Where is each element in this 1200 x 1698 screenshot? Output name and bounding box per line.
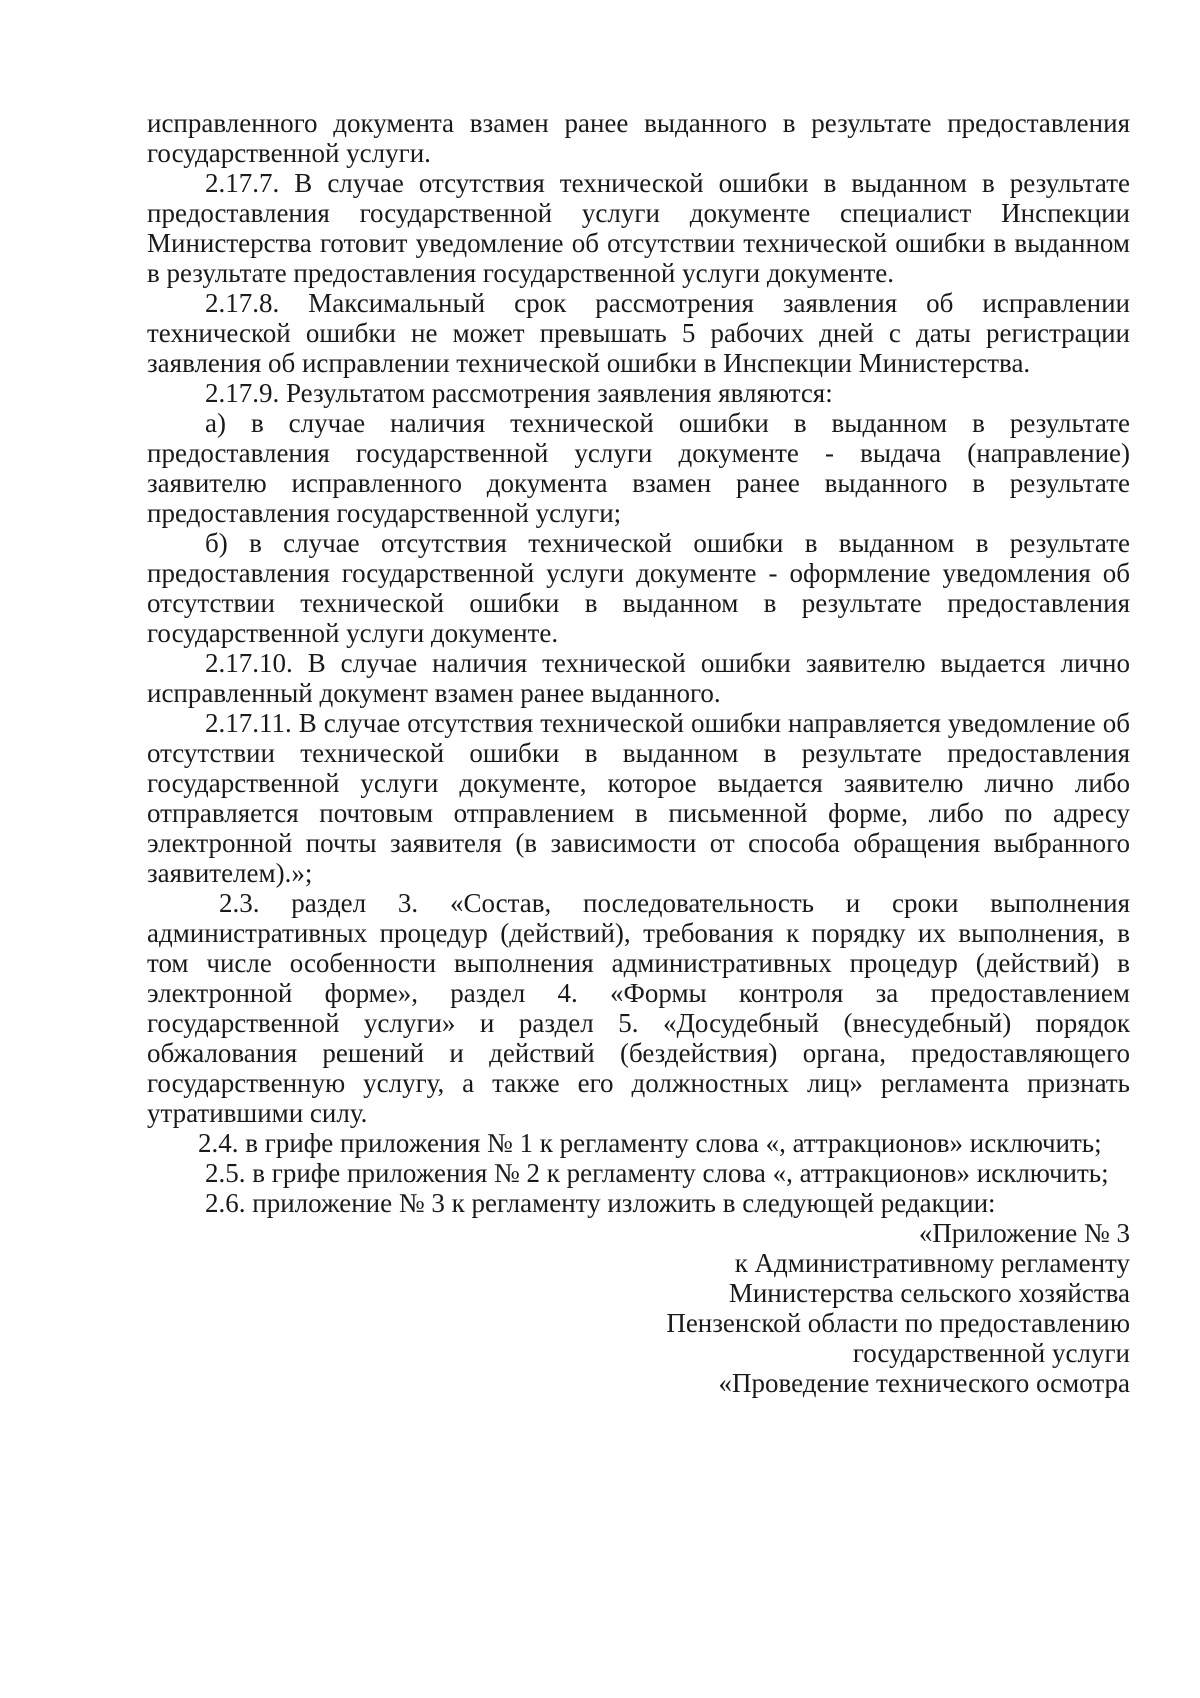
- appendix-header-line: Министерства сельского хозяйства: [728, 1278, 1130, 1308]
- paragraph-2-3: 2.3. раздел 3. «Состав, последовательность и сроки выполнения административных процедур (действий), требования к порядку их выполнения, в том числе особенности выполнения административных процедур (действий) в электронной форме», раздел 4. «Формы контроля за предоставлением государственной услуги» и раздел 5. «Досудебный (внесудебный) порядок обжалования решений и действий (бездействия) органа, предоставляющего государственную услугу, а также его должностных лиц» регламента признать утратившими силу.: [147, 888, 1130, 1128]
- paragraph-2-17-11: 2.17.11. В случае отсутствия технической ошибки направляется уведомление об отсутствии технической ошибки в выданном в результате предоставления государственной услуги документе, которое выдается заявителю лично либо отправляется почтовым отправлением в письменной форме, либо по адресу электронной почты заявителя (в зависимости от способа обращения выбранного заявителем).»;: [147, 708, 1130, 888]
- paragraph-2-17-9-a: а) в случае наличия технической ошибки в выданном в результате предоставления государственной услуги документе - выдача (направление) заявителю исправленного документа взамен ранее выданного в результате предоставления государственной услуги;: [147, 408, 1130, 528]
- paragraph-2-17-7: 2.17.7. В случае отсутствия технической ошибки в выданном в результате предоставления государственной услуги документе специалист Инспекции Министерства готовит уведомление об отсутствии технической ошибки в выданном в результате предоставления государственной услуги документе.: [147, 168, 1130, 288]
- appendix-header: [147, 1218, 1130, 1398]
- appendix-header-line: государственной услуги: [852, 1338, 1130, 1368]
- paragraph-2-17-9-b: б) в случае отсутствия технической ошибки в выданном в результате предоставления государственной услуги документе - оформление уведомления об отсутствии технической ошибки в выданном в результате предоставления государственной услуги документе.: [147, 528, 1130, 648]
- paragraph-2-6: 2.6. приложение № 3 к регламенту изложить в следующей редакции:: [205, 1188, 996, 1218]
- document-page: [147, 108, 1130, 1398]
- appendix-header-line: «Проведение технического осмотра: [718, 1368, 1130, 1398]
- appendix-header-line: к Административному регламенту: [734, 1248, 1130, 1278]
- appendix-header-line: «Приложение № 3: [918, 1218, 1130, 1248]
- paragraph-2-17-9: 2.17.9. Результатом рассмотрения заявления являются:: [205, 378, 833, 408]
- paragraph-2-17-10: 2.17.10. В случае наличия технической ошибки заявителю выдается лично исправленный документ взамен ранее выданного.: [147, 648, 1130, 708]
- appendix-header-line: Пензенской области по предоставлению: [666, 1308, 1130, 1338]
- paragraph-2-17-8: 2.17.8. Максимальный срок рассмотрения заявления об исправлении технической ошибки не может превышать 5 рабочих дней с даты регистрации заявления об исправлении технической ошибки в Инспекции Министерства.: [147, 288, 1130, 378]
- paragraph-2-5: 2.5. в грифе приложения № 2 к регламенту слова «, аттракционов» исключить;: [205, 1158, 1109, 1188]
- paragraph-2-4: 2.4. в грифе приложения № 1 к регламенту слова «, аттракционов» исключить;: [198, 1128, 1102, 1158]
- paragraph-continuation: исправленного документа взамен ранее выданного в результате предоставления государственной услуги.: [147, 108, 1130, 168]
